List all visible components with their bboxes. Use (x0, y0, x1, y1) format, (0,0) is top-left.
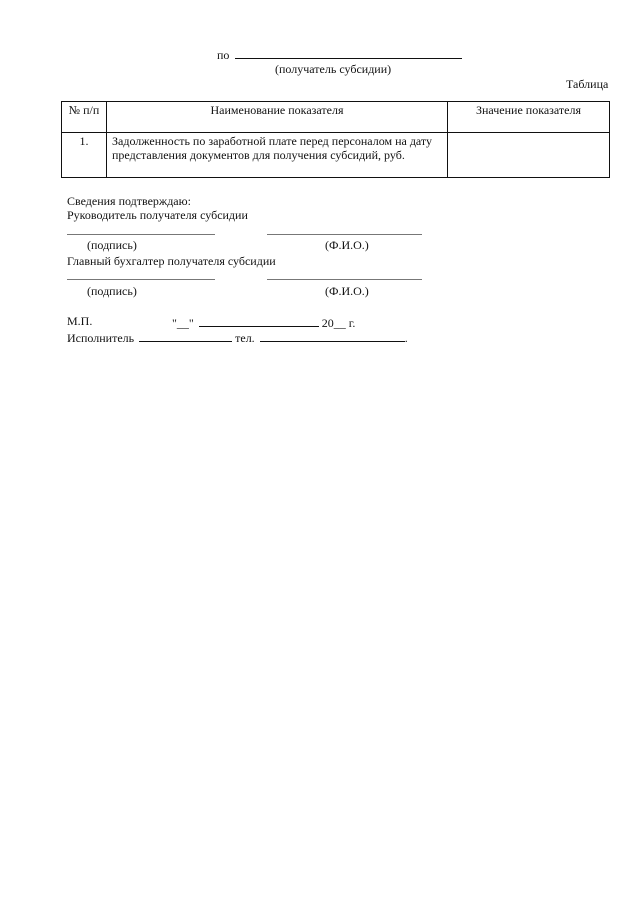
accountant-signature-caption: (подпись) (87, 284, 137, 298)
indicator-table (61, 101, 610, 178)
executor-blank (139, 329, 232, 342)
date-day: "__" (172, 316, 194, 330)
column-header-name: Наименование показателя (107, 102, 448, 133)
table-label: Таблица (566, 77, 609, 91)
row-indicator-name: Задолженность по заработной плате перед персоналом на дату представления документов для получения субсидий, руб. (107, 133, 448, 178)
recipient-caption: (получатель субсидии) (275, 62, 392, 76)
confirm-heading: Сведения подтверждаю: (67, 194, 191, 208)
accountant-name-line (267, 279, 422, 280)
phone-label: тел. (235, 331, 255, 345)
date-year-suffix: г. (348, 316, 356, 330)
stamp-label: М.П. (67, 314, 93, 328)
date-month-blank (199, 314, 319, 327)
director-signature-caption: (подпись) (87, 238, 137, 252)
phone-blank (260, 329, 405, 342)
director-label: Руководитель получателя субсидии (67, 208, 248, 222)
recipient-blank (235, 46, 462, 59)
director-signature-line (67, 234, 215, 235)
column-header-value: Значение показателя (448, 102, 610, 133)
executor-line (67, 329, 408, 345)
accountant-name-caption: (Ф.И.О.) (325, 284, 369, 298)
director-name-line (267, 234, 422, 235)
director-name-caption: (Ф.И.О.) (325, 238, 369, 252)
date-year: 20__ (321, 316, 346, 330)
accountant-label: Главный бухгалтер получателя субсидии (67, 254, 276, 268)
recipient-line (217, 46, 462, 62)
column-header-number: № п/п (62, 102, 107, 133)
accountant-signature-line (67, 279, 215, 280)
table-row (62, 133, 610, 178)
po-label: по (217, 48, 230, 62)
phone-end-period: . (404, 331, 408, 345)
row-indicator-value (448, 133, 610, 178)
table-header-row (62, 102, 610, 133)
executor-label: Исполнитель (67, 331, 135, 345)
row-number: 1. (62, 133, 107, 178)
date-line (172, 314, 355, 330)
